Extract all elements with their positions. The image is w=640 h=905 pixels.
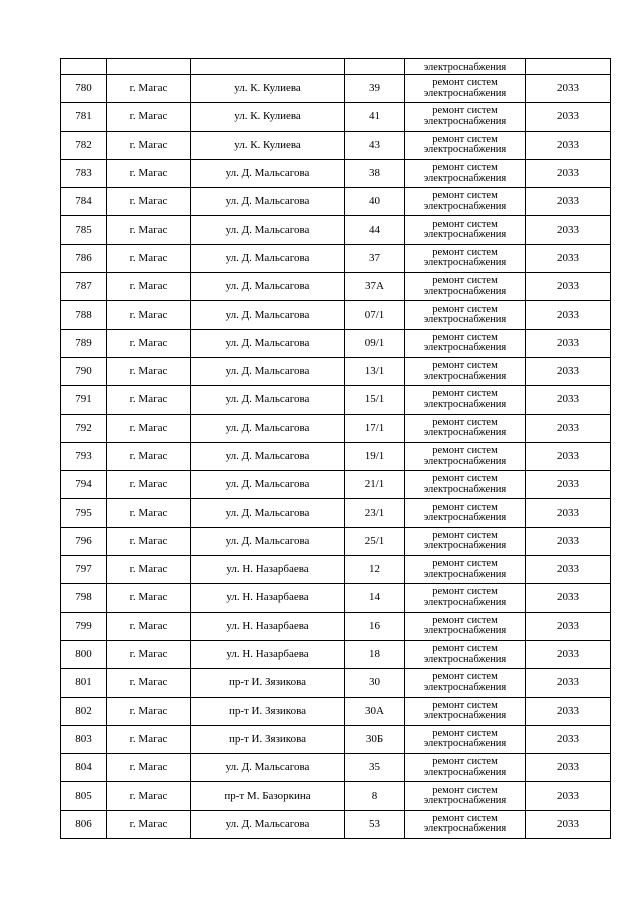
cell-work-type xyxy=(405,640,526,668)
cell-street: ул. Д. Мальсагова xyxy=(191,159,345,187)
cell-work-type xyxy=(405,782,526,810)
cell-number: 782 xyxy=(61,131,107,159)
cell-year: 2033 xyxy=(526,442,611,470)
work-type-line: ремонт систем xyxy=(432,360,498,372)
cell-year: 2033 xyxy=(526,414,611,442)
cell-number: 785 xyxy=(61,216,107,244)
cell-house: 40 xyxy=(345,188,405,216)
table-row xyxy=(61,244,611,272)
work-type-line: электроснабжения xyxy=(423,710,507,722)
cell-number: 796 xyxy=(61,527,107,555)
cell-number: 792 xyxy=(61,414,107,442)
cell-work-type xyxy=(405,754,526,782)
work-type-line: ремонт систем xyxy=(432,473,498,485)
cell-house: 19/1 xyxy=(345,442,405,470)
table-row xyxy=(61,584,611,612)
cell-house: 37 xyxy=(345,244,405,272)
cell-street: пр-т И. Зязикова xyxy=(191,725,345,753)
cell-year: 2033 xyxy=(526,556,611,584)
cell-house: 38 xyxy=(345,159,405,187)
cell-city: г. Магас xyxy=(107,782,191,810)
cell-work-type xyxy=(405,131,526,159)
work-type-line: электроснабжения xyxy=(423,144,507,156)
cell-house: 30А xyxy=(345,697,405,725)
work-type-line: ремонт систем xyxy=(432,331,498,343)
cell-year: 2033 xyxy=(526,612,611,640)
work-type-line: ремонт систем xyxy=(432,784,498,796)
work-type-line: ремонт систем xyxy=(432,727,498,739)
cell-year: 2033 xyxy=(526,301,611,329)
cell-work-type xyxy=(405,159,526,187)
work-type-line: электроснабжения xyxy=(423,766,507,778)
cell-city: г. Магас xyxy=(107,640,191,668)
work-type-line: электроснабжения xyxy=(423,512,507,524)
cell-city: г. Магас xyxy=(107,527,191,555)
cell-street: ул. Д. Мальсагова xyxy=(191,414,345,442)
cell-city: г. Магас xyxy=(107,329,191,357)
cell-year: 2033 xyxy=(526,584,611,612)
cell-number: 790 xyxy=(61,357,107,385)
table-row xyxy=(61,640,611,668)
cell-city: г. Магас xyxy=(107,725,191,753)
cell-street: ул. Д. Мальсагова xyxy=(191,499,345,527)
table-row xyxy=(61,612,611,640)
cell-number: 799 xyxy=(61,612,107,640)
cell-number: 801 xyxy=(61,669,107,697)
work-type-line: электроснабжения xyxy=(423,568,507,580)
cell-city: г. Магас xyxy=(107,103,191,131)
cell-city: г. Магас xyxy=(107,414,191,442)
cell-street: ул. Д. Мальсагова xyxy=(191,188,345,216)
cell-street: ул. Д. Мальсагова xyxy=(191,301,345,329)
cell-house: 18 xyxy=(345,640,405,668)
cell-city: г. Магас xyxy=(107,499,191,527)
cell-work-type xyxy=(405,59,526,75)
work-type-line: ремонт систем xyxy=(432,445,498,456)
cell-street: пр-т М. Базоркина xyxy=(191,782,345,810)
cell-city: г. Магас xyxy=(107,697,191,725)
cell-work-type xyxy=(405,414,526,442)
table-row-continued xyxy=(61,59,611,75)
cell-work-type xyxy=(405,584,526,612)
work-type-line: ремонт систем xyxy=(432,246,498,258)
cell-street: ул. Д. Мальсагова xyxy=(191,442,345,470)
cell-work-type xyxy=(405,442,526,470)
cell-year: 2033 xyxy=(526,188,611,216)
cell-number: 805 xyxy=(61,782,107,810)
work-type-line: электроснабжения xyxy=(423,115,507,127)
cell-house: 14 xyxy=(345,584,405,612)
work-type-line: электроснабжения xyxy=(423,342,507,354)
cell-year: 2033 xyxy=(526,697,611,725)
cell-number: 780 xyxy=(61,75,107,103)
cell-street: ул. Н. Назарбаева xyxy=(191,612,345,640)
cell-city: г. Магас xyxy=(107,556,191,584)
work-type-line: ремонт систем xyxy=(432,77,498,89)
cell-number: 802 xyxy=(61,697,107,725)
cell-street: пр-т И. Зязикова xyxy=(191,669,345,697)
cell-work-type xyxy=(405,357,526,385)
cell-year: 2033 xyxy=(526,640,611,668)
work-type-line: ремонт систем xyxy=(432,388,498,400)
cell-year: 2033 xyxy=(526,386,611,414)
cell-number: 786 xyxy=(61,244,107,272)
work-type-line: электроснабжения xyxy=(423,172,507,184)
table-row xyxy=(61,329,611,357)
cell-year: 2033 xyxy=(526,75,611,103)
cell-street xyxy=(191,59,345,75)
cell-year: 2033 xyxy=(526,499,611,527)
cell-street: ул. Д. Мальсагова xyxy=(191,471,345,499)
cell-street: ул. Н. Назарбаева xyxy=(191,556,345,584)
housing-repair-table xyxy=(60,58,611,839)
cell-number: 784 xyxy=(61,188,107,216)
work-type-line: электроснабжения xyxy=(423,483,507,495)
work-type-line: ремонт систем xyxy=(432,416,498,428)
cell-street: пр-т И. Зязикова xyxy=(191,697,345,725)
work-type-line: ремонт систем xyxy=(432,643,498,655)
cell-house: 41 xyxy=(345,103,405,131)
work-type-line: электроснабжения xyxy=(423,625,507,637)
cell-city: г. Магас xyxy=(107,669,191,697)
cell-work-type xyxy=(405,329,526,357)
cell-city: г. Магас xyxy=(107,75,191,103)
cell-work-type xyxy=(405,725,526,753)
cell-street: ул. Д. Мальсагова xyxy=(191,244,345,272)
cell-house: 12 xyxy=(345,556,405,584)
work-type-line: ремонт систем xyxy=(432,558,498,570)
cell-house: 30Б xyxy=(345,725,405,753)
cell-city: г. Магас xyxy=(107,442,191,470)
cell-work-type xyxy=(405,188,526,216)
cell-house: 21/1 xyxy=(345,471,405,499)
cell-work-type xyxy=(405,612,526,640)
work-type-line: ремонт систем xyxy=(432,105,498,117)
cell-street: ул. Д. Мальсагова xyxy=(191,329,345,357)
work-type-line: электроснабжения xyxy=(423,823,507,835)
table-row xyxy=(61,386,611,414)
work-type-line: электроснабжения xyxy=(423,738,507,750)
cell-city: г. Магас xyxy=(107,244,191,272)
cell-house: 43 xyxy=(345,131,405,159)
cell-city: г. Магас xyxy=(107,386,191,414)
cell-year: 2033 xyxy=(526,329,611,357)
cell-year: 2033 xyxy=(526,216,611,244)
work-type-line: ремонт систем xyxy=(432,529,498,541)
cell-year: 2033 xyxy=(526,725,611,753)
cell-number: 794 xyxy=(61,471,107,499)
work-type-line: ремонт систем xyxy=(432,218,498,230)
cell-number: 806 xyxy=(61,810,107,838)
table-row xyxy=(61,697,611,725)
cell-work-type xyxy=(405,103,526,131)
cell-city: г. Магас xyxy=(107,131,191,159)
table-row xyxy=(61,357,611,385)
work-type-line: электроснабжения xyxy=(423,61,507,73)
table-row xyxy=(61,131,611,159)
work-type-line: ремонт систем xyxy=(432,133,498,145)
cell-number: 791 xyxy=(61,386,107,414)
cell-number: 781 xyxy=(61,103,107,131)
cell-number xyxy=(61,59,107,75)
cell-house: 16 xyxy=(345,612,405,640)
work-type-line: электроснабжения xyxy=(423,653,507,665)
cell-number: 793 xyxy=(61,442,107,470)
cell-city: г. Магас xyxy=(107,159,191,187)
cell-street: ул. Н. Назарбаева xyxy=(191,584,345,612)
cell-number: 789 xyxy=(61,329,107,357)
work-type-line: электроснабжения xyxy=(423,314,507,326)
work-type-line: электроснабжения xyxy=(423,370,507,382)
cell-work-type xyxy=(405,244,526,272)
cell-street: ул. Д. Мальсагова xyxy=(191,754,345,782)
cell-number: 804 xyxy=(61,754,107,782)
cell-street: ул. Д. Мальсагова xyxy=(191,527,345,555)
work-type-line: электроснабжения xyxy=(423,398,507,410)
cell-work-type xyxy=(405,697,526,725)
cell-house: 25/1 xyxy=(345,527,405,555)
work-type-line: ремонт систем xyxy=(432,190,498,202)
work-type-line: ремонт систем xyxy=(432,671,498,683)
cell-work-type xyxy=(405,669,526,697)
table-row xyxy=(61,75,611,103)
table-row xyxy=(61,754,611,782)
cell-year: 2033 xyxy=(526,471,611,499)
cell-year: 2033 xyxy=(526,810,611,838)
work-type-line: ремонт систем xyxy=(432,812,498,824)
work-type-line: электроснабжения xyxy=(423,87,507,99)
cell-city: г. Магас xyxy=(107,584,191,612)
cell-house: 39 xyxy=(345,75,405,103)
cell-street: ул. К. Кулиева xyxy=(191,131,345,159)
work-type-line: ремонт систем xyxy=(432,303,498,315)
table-body xyxy=(61,59,611,839)
cell-street: ул. Д. Мальсагова xyxy=(191,810,345,838)
table-row xyxy=(61,782,611,810)
cell-number: 795 xyxy=(61,499,107,527)
work-type-line: ремонт систем xyxy=(432,275,498,287)
cell-city: г. Магас xyxy=(107,471,191,499)
table-row xyxy=(61,471,611,499)
work-type-line: ремонт систем xyxy=(432,501,498,513)
cell-number: 787 xyxy=(61,273,107,301)
cell-house: 30 xyxy=(345,669,405,697)
cell-city: г. Магас xyxy=(107,357,191,385)
cell-number: 798 xyxy=(61,584,107,612)
work-type-line: электроснабжения xyxy=(423,257,507,269)
cell-house: 44 xyxy=(345,216,405,244)
work-type-line: электроснабжения xyxy=(423,795,507,807)
cell-work-type xyxy=(405,273,526,301)
table-row xyxy=(61,414,611,442)
cell-street: ул. Д. Мальсагова xyxy=(191,386,345,414)
cell-work-type xyxy=(405,527,526,555)
table-row xyxy=(61,159,611,187)
work-type-line: ремонт систем xyxy=(432,614,498,626)
work-type-line: ремонт систем xyxy=(432,162,498,174)
cell-work-type xyxy=(405,75,526,103)
cell-work-type xyxy=(405,216,526,244)
work-type-line: электроснабжения xyxy=(423,455,507,467)
cell-work-type xyxy=(405,810,526,838)
cell-year: 2033 xyxy=(526,159,611,187)
table-row xyxy=(61,188,611,216)
cell-year: 2033 xyxy=(526,357,611,385)
work-type-line: ремонт систем xyxy=(432,756,498,768)
cell-city: г. Магас xyxy=(107,754,191,782)
cell-number: 800 xyxy=(61,640,107,668)
table-row xyxy=(61,725,611,753)
cell-house: 35 xyxy=(345,754,405,782)
cell-house xyxy=(345,59,405,75)
cell-number: 783 xyxy=(61,159,107,187)
table-row xyxy=(61,273,611,301)
cell-year: 2033 xyxy=(526,669,611,697)
cell-year: 2033 xyxy=(526,103,611,131)
cell-number: 803 xyxy=(61,725,107,753)
cell-house: 8 xyxy=(345,782,405,810)
cell-street: ул. Н. Назарбаева xyxy=(191,640,345,668)
cell-house: 15/1 xyxy=(345,386,405,414)
cell-work-type xyxy=(405,471,526,499)
table-row xyxy=(61,103,611,131)
cell-house: 53 xyxy=(345,810,405,838)
cell-year: 2033 xyxy=(526,782,611,810)
cell-year: 2033 xyxy=(526,754,611,782)
cell-city: г. Магас xyxy=(107,301,191,329)
table-row xyxy=(61,216,611,244)
table-row xyxy=(61,669,611,697)
work-type-line: электроснабжения xyxy=(423,200,507,212)
cell-house: 09/1 xyxy=(345,329,405,357)
work-type-line: электроснабжения xyxy=(423,681,507,693)
cell-city: г. Магас xyxy=(107,188,191,216)
cell-house: 13/1 xyxy=(345,357,405,385)
cell-year: 2033 xyxy=(526,131,611,159)
work-type-line: электроснабжения xyxy=(423,285,507,297)
cell-number: 788 xyxy=(61,301,107,329)
cell-year: 2033 xyxy=(526,244,611,272)
table-row xyxy=(61,810,611,838)
cell-city: г. Магас xyxy=(107,273,191,301)
cell-work-type xyxy=(405,386,526,414)
table-row xyxy=(61,527,611,555)
table-row xyxy=(61,499,611,527)
cell-city: г. Магас xyxy=(107,612,191,640)
cell-house: 37А xyxy=(345,273,405,301)
cell-work-type xyxy=(405,301,526,329)
cell-number: 797 xyxy=(61,556,107,584)
cell-street: ул. Д. Мальсагова xyxy=(191,216,345,244)
cell-city: г. Магас xyxy=(107,810,191,838)
cell-work-type xyxy=(405,499,526,527)
cell-city xyxy=(107,59,191,75)
table-row xyxy=(61,301,611,329)
cell-street: ул. Д. Мальсагова xyxy=(191,357,345,385)
cell-city: г. Магас xyxy=(107,216,191,244)
work-type-line: электроснабжения xyxy=(423,540,507,552)
cell-house: 17/1 xyxy=(345,414,405,442)
cell-house: 23/1 xyxy=(345,499,405,527)
work-type-line: электроснабжения xyxy=(423,229,507,241)
cell-street: ул. Д. Мальсагова xyxy=(191,273,345,301)
work-type-line: ремонт систем xyxy=(432,586,498,598)
cell-street: ул. К. Кулиева xyxy=(191,75,345,103)
work-type-line: электроснабжения xyxy=(423,596,507,608)
cell-house: 07/1 xyxy=(345,301,405,329)
cell-work-type xyxy=(405,556,526,584)
work-type-line: электроснабжения xyxy=(423,427,507,439)
work-type-line: ремонт систем xyxy=(432,699,498,711)
table-row xyxy=(61,442,611,470)
cell-year: 2033 xyxy=(526,273,611,301)
cell-year xyxy=(526,59,611,75)
cell-year: 2033 xyxy=(526,527,611,555)
cell-street: ул. К. Кулиева xyxy=(191,103,345,131)
table-row xyxy=(61,556,611,584)
